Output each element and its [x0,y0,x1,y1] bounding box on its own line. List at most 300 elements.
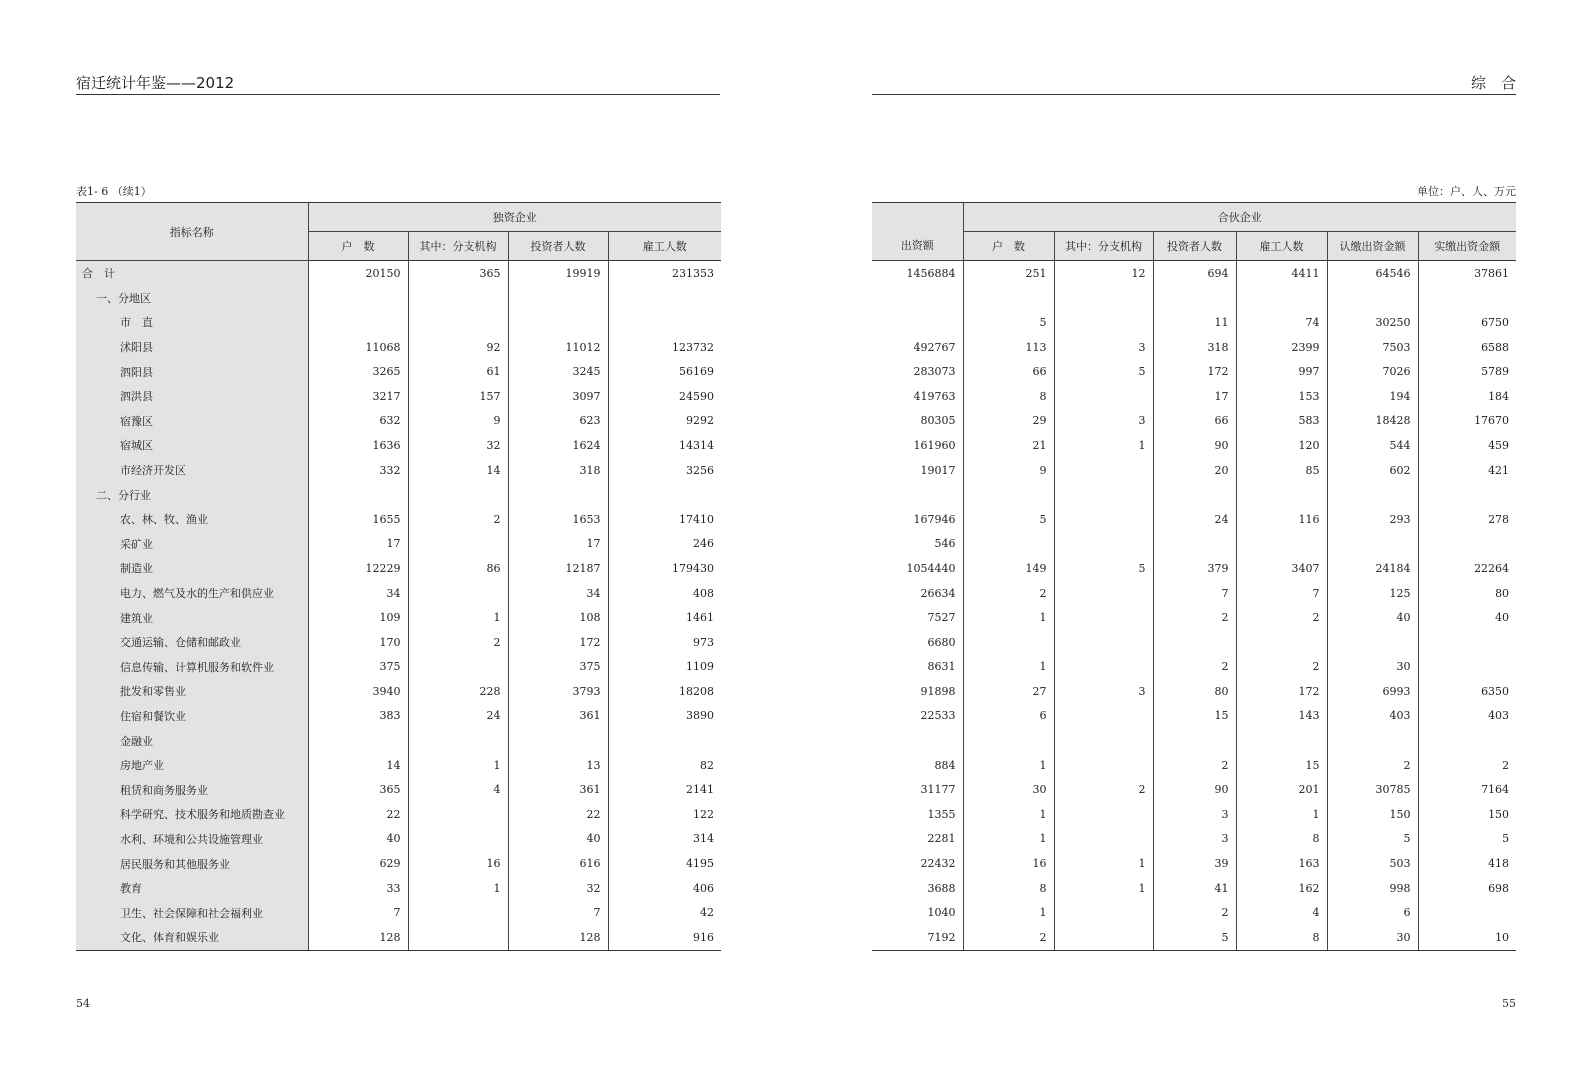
table-row [76,261,721,286]
table-cell: 18208 [608,679,721,704]
table-cell: 3097 [508,384,608,409]
indicator-name: 信息传输、计算机服务和软件业 [76,655,308,680]
table-row [76,409,721,434]
table-cell: 40 [1327,605,1418,630]
table-cell [1054,507,1153,532]
table-cell: 85 [1236,458,1327,483]
table-row [872,310,1516,335]
table-cell: 34 [508,581,608,606]
table-cell: 17 [508,532,608,557]
table-row [872,409,1516,434]
table-row [872,802,1516,827]
table-cell: 1 [408,605,508,630]
table-cell: 39 [1153,851,1236,876]
table-row [76,556,721,581]
table-cell [872,728,963,753]
table-row [76,728,721,753]
table-row [872,851,1516,876]
sole-proprietorship-table [76,202,721,951]
table-cell: 2 [1153,655,1236,680]
table-row [872,630,1516,655]
table-cell: 21 [963,433,1054,458]
table-cell: 379 [1153,556,1236,581]
table-cell: 7503 [1327,335,1418,360]
table-row [872,261,1516,286]
table-cell [308,482,408,507]
table-row [76,310,721,335]
table-cell: 109 [308,605,408,630]
table-cell [1054,605,1153,630]
table-cell: 24 [408,704,508,729]
table-row [872,532,1516,557]
table-cell: 40 [308,827,408,852]
table-cell: 90 [1153,433,1236,458]
table-cell: 7026 [1327,359,1418,384]
table-cell: 30 [963,777,1054,802]
table-cell [1153,728,1236,753]
table-cell: 90 [1153,777,1236,802]
table-cell [608,310,721,335]
indicator-name: 租赁和商务服务业 [76,777,308,802]
table-cell [1054,532,1153,557]
table-cell: 3 [1153,827,1236,852]
table-cell: 10 [1418,925,1516,950]
table-cell: 375 [308,655,408,680]
table-row [872,605,1516,630]
table-cell [872,482,963,507]
table-cell: 916 [608,925,721,950]
table-cell: 162 [1236,876,1327,901]
table-row [76,605,721,630]
table-cell: 698 [1418,876,1516,901]
table-cell: 40 [508,827,608,852]
column-header: 投资者人数 [1153,232,1236,261]
table-cell: 3 [1054,409,1153,434]
table-cell: 2 [1236,655,1327,680]
table-cell: 29 [963,409,1054,434]
indicator-name: 房地产业 [76,753,308,778]
table-cell: 2 [1054,777,1153,802]
table-cell: 231353 [608,261,721,286]
table-cell: 2 [1153,605,1236,630]
table-cell: 1040 [927,906,956,920]
table-row [872,876,1516,901]
table-row [872,384,1516,409]
table-cell: 2 [963,925,1054,950]
table-cell: 7 [308,900,408,925]
table-cell: 172 [1153,359,1236,384]
table-cell [1054,655,1153,680]
table-row [76,335,721,360]
table-cell [408,728,508,753]
table-cell: 4195 [608,851,721,876]
table-cell: 3265 [308,359,408,384]
table-row [76,655,721,680]
table-cell: 3890 [608,704,721,729]
table-cell: 365 [408,261,508,286]
table-cell: 251 [963,261,1054,286]
table-cell: 1 [1054,876,1153,901]
column-header: 户 数 [963,232,1054,261]
table-cell: 459 [1418,433,1516,458]
table-cell: 12187 [508,556,608,581]
sole-proprietorship-group-header: 独资企业 [308,203,721,232]
table-cell [408,310,508,335]
table-cell: 201 [1236,777,1327,802]
partnership-table [872,202,1516,951]
table-cell: 602 [1327,458,1418,483]
table-cell [508,728,608,753]
table-cell: 80305 [920,414,956,428]
table-cell: 2 [1418,753,1516,778]
table-cell [1153,482,1236,507]
table-cell: 3 [1153,802,1236,827]
table-cell: 8 [963,876,1054,901]
table-cell: 125 [1327,581,1418,606]
table-cell: 1461 [608,605,721,630]
indicator-name: 沭阳县 [76,335,308,360]
table-cell: 2 [1327,753,1418,778]
table-cell: 143 [1236,704,1327,729]
indicator-name: 宿豫区 [76,409,308,434]
table-cell: 7192 [872,925,963,950]
table-cell [308,310,408,335]
table-cell: 4 [408,777,508,802]
table-row [872,507,1516,532]
table-cell [408,802,508,827]
table-cell: 1054440 [906,561,956,575]
table-cell: 403 [1418,704,1516,729]
table-cell: 17 [1153,384,1236,409]
table-cell: 30 [1327,655,1418,680]
table-cell: 172 [1236,679,1327,704]
table-cell: 20150 [308,261,408,286]
table-cell: 314 [608,827,721,852]
table-cell: 4411 [1236,261,1327,286]
table-cell [1236,728,1327,753]
table-cell [1418,655,1516,680]
table-cell: 998 [1327,876,1418,901]
table-cell: 1636 [308,433,408,458]
table-cell: 421 [1418,458,1516,483]
table-cell: 6588 [1418,335,1516,360]
indicator-name: 宿城区 [76,433,308,458]
table-cell [408,925,508,950]
table-row [872,655,1516,680]
table-row [872,286,1516,311]
table-cell: 12 [1054,261,1153,286]
table-cell: 17 [308,532,408,557]
book-title: 宿迁统计年鉴——2012 [76,72,720,95]
table-cell: 2281 [927,832,956,846]
table-row [76,851,721,876]
table-cell: 5 [1153,925,1236,950]
table-cell: 2 [963,581,1054,606]
table-cell: 1 [963,655,1054,680]
table-cell [1054,827,1153,852]
table-cell [1054,925,1153,950]
table-cell: 7527 [927,611,956,625]
table-cell: 9 [963,458,1054,483]
table-cell: 13 [508,753,608,778]
table-cell: 7 [1236,581,1327,606]
table-row [76,581,721,606]
table-cell: 1 [963,753,1054,778]
table-cell: 361 [508,704,608,729]
table-cell: 1 [963,605,1054,630]
table-row [76,482,721,507]
table-cell: 18428 [1327,409,1418,434]
table-cell: 153 [1236,384,1327,409]
table-cell: 6350 [1418,679,1516,704]
table-cell: 1 [963,802,1054,827]
table-cell: 3407 [1236,556,1327,581]
table-cell: 42 [608,900,721,925]
table-cell: 293 [1327,507,1418,532]
table-cell: 1655 [308,507,408,532]
table-row [872,556,1516,581]
table-cell [1054,458,1153,483]
table-cell [1236,286,1327,311]
table-cell: 283073 [913,365,956,379]
table-cell: 1 [963,900,1054,925]
table-row [76,925,721,950]
table-row [872,728,1516,753]
indicator-name: 建筑业 [76,605,308,630]
table-cell [1054,630,1153,655]
page-number-left: 54 [76,997,90,1010]
table-cell: 632 [308,409,408,434]
table-cell: 3256 [608,458,721,483]
indicator-name: 二、分行业 [76,482,308,507]
table-cell [1054,728,1153,753]
table-cell: 1 [408,876,508,901]
table-cell: 1 [1054,851,1153,876]
table-cell: 694 [1153,261,1236,286]
table-cell: 5 [1327,827,1418,852]
table-cell: 884 [934,758,956,772]
table-cell [408,827,508,852]
indicator-name: 泗阳县 [76,359,308,384]
column-header: 雇工人数 [608,232,721,261]
table-row [76,507,721,532]
table-cell: 361 [508,777,608,802]
column-header: 其中：分支机构 [1054,232,1153,261]
table-cell [508,286,608,311]
table-cell: 318 [508,458,608,483]
table-cell: 544 [1327,433,1418,458]
table-row [872,482,1516,507]
table-cell [963,630,1054,655]
table-cell: 14 [308,753,408,778]
indicator-name: 合 计 [76,261,308,286]
table-row [76,384,721,409]
column-header: 户 数 [308,232,408,261]
table-row [872,900,1516,925]
table-cell [963,728,1054,753]
table-cell: 2 [408,630,508,655]
table-cell: 61 [408,359,508,384]
table-cell: 1 [963,827,1054,852]
table-cell: 5 [1054,556,1153,581]
table-cell: 403 [1327,704,1418,729]
table-cell: 22533 [920,709,956,723]
table-row [76,777,721,802]
table-cell: 278 [1418,507,1516,532]
table-cell [408,482,508,507]
table-cell: 26634 [920,586,956,600]
indicator-name: 批发和零售业 [76,679,308,704]
table-row [872,925,1516,950]
table-cell: 32 [408,433,508,458]
table-cell [1054,482,1153,507]
table-cell: 6 [963,704,1054,729]
table-cell: 2 [1236,605,1327,630]
table-cell [963,482,1054,507]
table-row [76,802,721,827]
table-cell: 22432 [920,857,956,871]
table-cell: 123732 [608,335,721,360]
table-cell: 30 [1327,925,1418,950]
table-cell: 623 [508,409,608,434]
partnership-group-header: 合伙企业 [963,203,1516,232]
table-cell: 12229 [308,556,408,581]
table-row [76,753,721,778]
table-cell [1236,630,1327,655]
table-cell: 40 [1418,605,1516,630]
table-cell: 122 [608,802,721,827]
table-cell: 92 [408,335,508,360]
table-cell: 80 [1418,581,1516,606]
table-cell: 9 [408,409,508,434]
table-cell: 31177 [920,783,956,797]
table-cell: 318 [1153,335,1236,360]
table-cell: 383 [308,704,408,729]
table-cell: 179430 [608,556,721,581]
table-cell: 2 [1153,753,1236,778]
table-cell [1418,630,1516,655]
indicator-name: 农、林、牧、渔业 [76,507,308,532]
table-cell [1327,286,1418,311]
table-cell: 64546 [1327,261,1418,286]
table-row [76,900,721,925]
table-cell: 80 [1153,679,1236,704]
indicator-name: 泗洪县 [76,384,308,409]
table-cell: 6680 [927,635,956,649]
table-row [76,532,721,557]
table-cell: 170 [308,630,408,655]
table-cell: 11012 [508,335,608,360]
table-cell [872,310,963,335]
table-cell: 408 [608,581,721,606]
table-cell: 15 [1153,704,1236,729]
table-cell [308,286,408,311]
table-cell: 2 [408,507,508,532]
table-cell: 1355 [927,807,956,821]
column-header: 认缴出资金额 [1327,232,1418,261]
table-cell: 172 [508,630,608,655]
table-cell: 161960 [913,438,956,452]
table-cell: 30250 [1327,310,1418,335]
table-cell: 3 [1054,335,1153,360]
table-cell: 503 [1327,851,1418,876]
table-row [76,827,721,852]
table-cell [1153,532,1236,557]
table-row [76,286,721,311]
table-cell [408,581,508,606]
indicator-name: 卫生、社会保障和社会福利业 [76,900,308,925]
table-cell [1153,630,1236,655]
table-cell [1054,384,1153,409]
table-cell: 11 [1153,310,1236,335]
table-row [872,433,1516,458]
table-cell: 22 [508,802,608,827]
table-cell: 14 [408,458,508,483]
table-row [76,876,721,901]
table-cell [963,286,1054,311]
table-cell: 3245 [508,359,608,384]
table-cell: 3688 [927,881,956,895]
table-cell: 14314 [608,433,721,458]
table-cell: 492767 [913,340,956,354]
table-cell: 7 [508,900,608,925]
table-cell: 22 [308,802,408,827]
table-cell [408,900,508,925]
table-cell: 246 [608,532,721,557]
column-header: 其中：分支机构 [408,232,508,261]
table-cell: 6 [1327,900,1418,925]
indicator-name: 金融业 [76,728,308,753]
table-cell: 16 [408,851,508,876]
table-cell: 194 [1327,384,1418,409]
table-cell: 3217 [308,384,408,409]
table-cell: 33 [308,876,408,901]
indicator-name: 市经济开发区 [76,458,308,483]
table-cell: 6993 [1327,679,1418,704]
table-cell [508,482,608,507]
table-row [872,753,1516,778]
table-cell: 3940 [308,679,408,704]
table-cell: 128 [308,925,408,950]
table-cell: 406 [608,876,721,901]
table-cell: 17670 [1418,409,1516,434]
table-cell: 163 [1236,851,1327,876]
indicator-name: 市 直 [76,310,308,335]
table-cell [1054,704,1153,729]
table-cell: 546 [934,537,956,551]
indicator-name: 电力、燃气及水的生产和供应业 [76,581,308,606]
table-cell: 66 [1153,409,1236,434]
table-cell: 2399 [1236,335,1327,360]
table-cell [1054,753,1153,778]
table-cell: 22264 [1418,556,1516,581]
table-cell: 8 [1236,827,1327,852]
table-row [872,704,1516,729]
table-row [872,581,1516,606]
table-cell: 30785 [1327,777,1418,802]
table-cell: 113 [963,335,1054,360]
table-cell [1418,900,1516,925]
table-cell [408,655,508,680]
table-cell [1054,310,1153,335]
table-cell: 997 [1236,359,1327,384]
table-cell: 5789 [1418,359,1516,384]
table-cell: 24590 [608,384,721,409]
table-cell: 15 [1236,753,1327,778]
table-cell: 419763 [913,389,956,403]
table-cell [608,286,721,311]
table-cell: 56169 [608,359,721,384]
